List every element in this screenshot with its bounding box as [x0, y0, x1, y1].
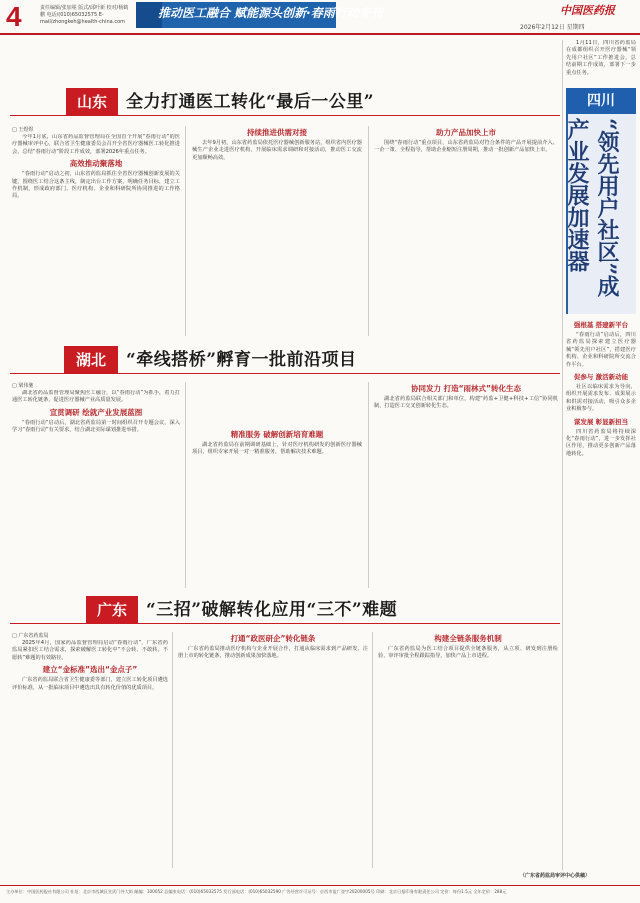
guangdong-lead: 2025年4月，国家药品监督管理局启动“春雨行动”，广东省药监局紧扣医工结合需求，探索破解医工转化中“不会转、不敢转、不愿转”难题的有效路径。	[12, 640, 168, 661]
top-rule	[0, 33, 640, 35]
shandong-subhead-3: 助力产品加快上市	[436, 128, 496, 137]
sichuan-body-col	[566, 318, 636, 864]
sichuan-headline: “领先用户社区”成产业发展加速器	[564, 118, 620, 298]
sichuan-lead: 1月11日，四川省药监局在成都组织召开医疗器械“领先用户社区”工作推进会，总结前期工作成效，部署下一步重点任务。	[566, 40, 636, 76]
issue-date: 2026年2月12日 星期四	[520, 24, 585, 31]
shandong-col-2	[192, 126, 362, 336]
guangdong-col-3	[378, 632, 558, 868]
shandong-subhead-1: 高效推动聚落地	[69, 159, 123, 169]
shandong-subhead-2: 持续推进供需对接	[247, 128, 307, 137]
page-number: 4	[6, 1, 22, 32]
hubei-subhead-2: 精准服务 破解创新培育难题	[230, 430, 324, 439]
shandong-headline-band	[10, 88, 560, 116]
hubei-para-1: “春雨行动”启动后，湖北省药监局第一时间组织召开专题会议，深入学习“春雨行动”有关要求，结合湖北实际谋划推进举措。	[12, 419, 180, 434]
guangdong-subhead-2: 打通“政医研企”转化链条	[230, 634, 316, 643]
shandong-lead: 今年1月底，山东省药品监督管理局在全国首个开展“春雨行动”的医疗器械审评中心，联合省卫生健康委员会召开全省医疗器械医工转化推进会，总结“春雨行动”阶段工作成效，部署2026年重点任务。	[12, 134, 180, 155]
sidebar-divider	[562, 40, 563, 870]
guangdong-headline: “三招”破解转化应用“三不”难题	[146, 600, 398, 620]
shandong-col-3	[374, 126, 558, 336]
footer-imprint: 主办单位：中国医药报社有限公司 社址：北京市西城区宣武门外大街 邮编：100052 总编室电话：(010)65032575 发行部电话：(010)65032590 广告经营许可证号：京西市监广登字20200005号 印刷：北京日报印务有限责任公司 定价：每份1.5元 全年定价：288元	[0, 885, 640, 903]
hubei-byline: □ 梁伟驰	[12, 383, 34, 389]
hubei-col-3	[374, 382, 558, 588]
hubei-subhead-3: 协同发力 打造“雨林式”转化生态	[411, 384, 521, 393]
hubei-headline: “牵线搭桥”孵育一批前沿项目	[126, 350, 357, 370]
sichuan-subhead-3: 谋发展 彰显新担当	[573, 417, 629, 426]
guangdong-para-1: 广东省药监局联合省卫生健康委等部门，建立医工转化项目遴选评价标准，从一批临床项目中遴选出具有转化价值的优质项目。	[12, 677, 168, 691]
hubei-col-2	[192, 428, 362, 588]
hubei-region-tag: 湖北	[64, 346, 118, 374]
guangdong-byline: □ 广东省药监局	[12, 633, 49, 639]
guangdong-region-tag: 广东	[86, 596, 138, 624]
column-divider	[185, 126, 186, 336]
sichuan-lead-col	[566, 40, 636, 86]
column-divider	[368, 126, 369, 336]
masthead	[0, 0, 640, 36]
paper-name: 中国医药报	[560, 4, 615, 17]
sichuan-region-tag: 四川	[566, 88, 636, 114]
column-divider	[172, 632, 173, 868]
guangdong-source-note: （广东省药监局审评中心供稿）	[520, 873, 591, 879]
theme-title: 推动医工融合 赋能源头创新·春雨行动专刊	[158, 6, 383, 20]
shandong-headline: 全力打通医工转化“最后一公里”	[126, 92, 375, 112]
sichuan-para-2: 社区以临床需求为导向，组织开展需求发布、成果展示和供需对接活动，吸引众多企业积极参与。	[566, 384, 636, 413]
hubei-para-3: 湖北省药监局联合相关部门和单位，构建“药监+卫健+科技+工信”协同机制，打造医工交叉创新转化生态。	[374, 396, 558, 410]
guangdong-col-1	[12, 640, 168, 866]
shandong-col-1	[12, 134, 180, 334]
shandong-para-3: 围绕“春雨行动”重点项目，山东省药监局对符合条件的产品开展提前介入、一企一策、全程指导，帮助企业缩短注册周期，推动一批创新产品加快上市。	[374, 140, 558, 154]
sichuan-subhead-1: 强根基 搭建新平台	[573, 321, 629, 329]
sichuan-subhead-2: 促参与 激活新动能	[573, 373, 629, 382]
guangdong-para-3: 广东省药监局为医工结合项目提供全链条服务，从立项、研发到注册检验、审评审批全程跟踪指导，加快产品上市进程。	[378, 646, 558, 660]
guangdong-para-2: 广东省药监局推动医疗机构与企业开展合作，打通从临床需求到产品研发、注册上市的转化链条，推动创新成果加快落地。	[178, 646, 368, 660]
column-divider	[368, 382, 369, 588]
shandong-para-2: 去年9月初，山东省药监局依托医疗器械创新服务站，组织省内医疗器械生产企业走进医疗机构，开展临床需求调研和对接活动，推动医工交流更加顺畅高效。	[192, 140, 362, 161]
guangdong-headline-band	[10, 596, 560, 624]
shandong-region-tag: 山东	[66, 88, 118, 116]
column-divider	[372, 632, 373, 868]
sichuan-para-1: “春雨行动”启动后，四川省药监局探索建立医疗器械“领先用户社区”，搭建医疗机构、企业和科研院所交流合作平台。	[566, 332, 636, 368]
hubei-subhead-1: 宣贯调研 绘就产业发展蓝图	[49, 407, 143, 417]
hubei-col-1	[12, 390, 180, 590]
guangdong-subhead-1: 建立“金标准”选出“金点子”	[42, 665, 138, 675]
hubei-headline-band	[10, 346, 560, 374]
column-divider	[185, 382, 186, 588]
editor-info: 责任编辑/张加冕 版式/邱叶新 校对/杨鹤鹏 电话/(010)65032575 E-mail/zhongkeh@health-china.com	[40, 5, 129, 25]
guangdong-col-2	[178, 632, 368, 868]
shandong-byline: □ 王煜煜	[12, 127, 34, 133]
guangdong-subhead-3: 构建全链条服务机制	[434, 634, 502, 643]
hubei-lead: 湖北省药品监督管理局聚焦医工融合，以“春雨行动”为抓手，着力打通医工转化链条，促进医疗器械产业高质量发展。	[12, 390, 180, 404]
shandong-para-1: “春雨行动”启动之初，山东省药监局抓住全省医疗器械创新发展的关键，围绕医工结合这条主线，制定出台工作方案，明确任务目标，建立工作机制，形成政府部门、医疗机构、企业和科研院所协同推进的工作格局。	[12, 171, 180, 200]
hubei-para-2: 湖北省药监局在前期调研基础上，针对医疗机构研发的创新医疗器械项目，组织专家开展一对一精准服务，帮助解决技术难题。	[192, 442, 362, 456]
sichuan-para-3: 四川省药监局将持续深化“春雨行动”，进一步发挥社区作用，推动更多创新产品落地转化。	[566, 428, 636, 457]
